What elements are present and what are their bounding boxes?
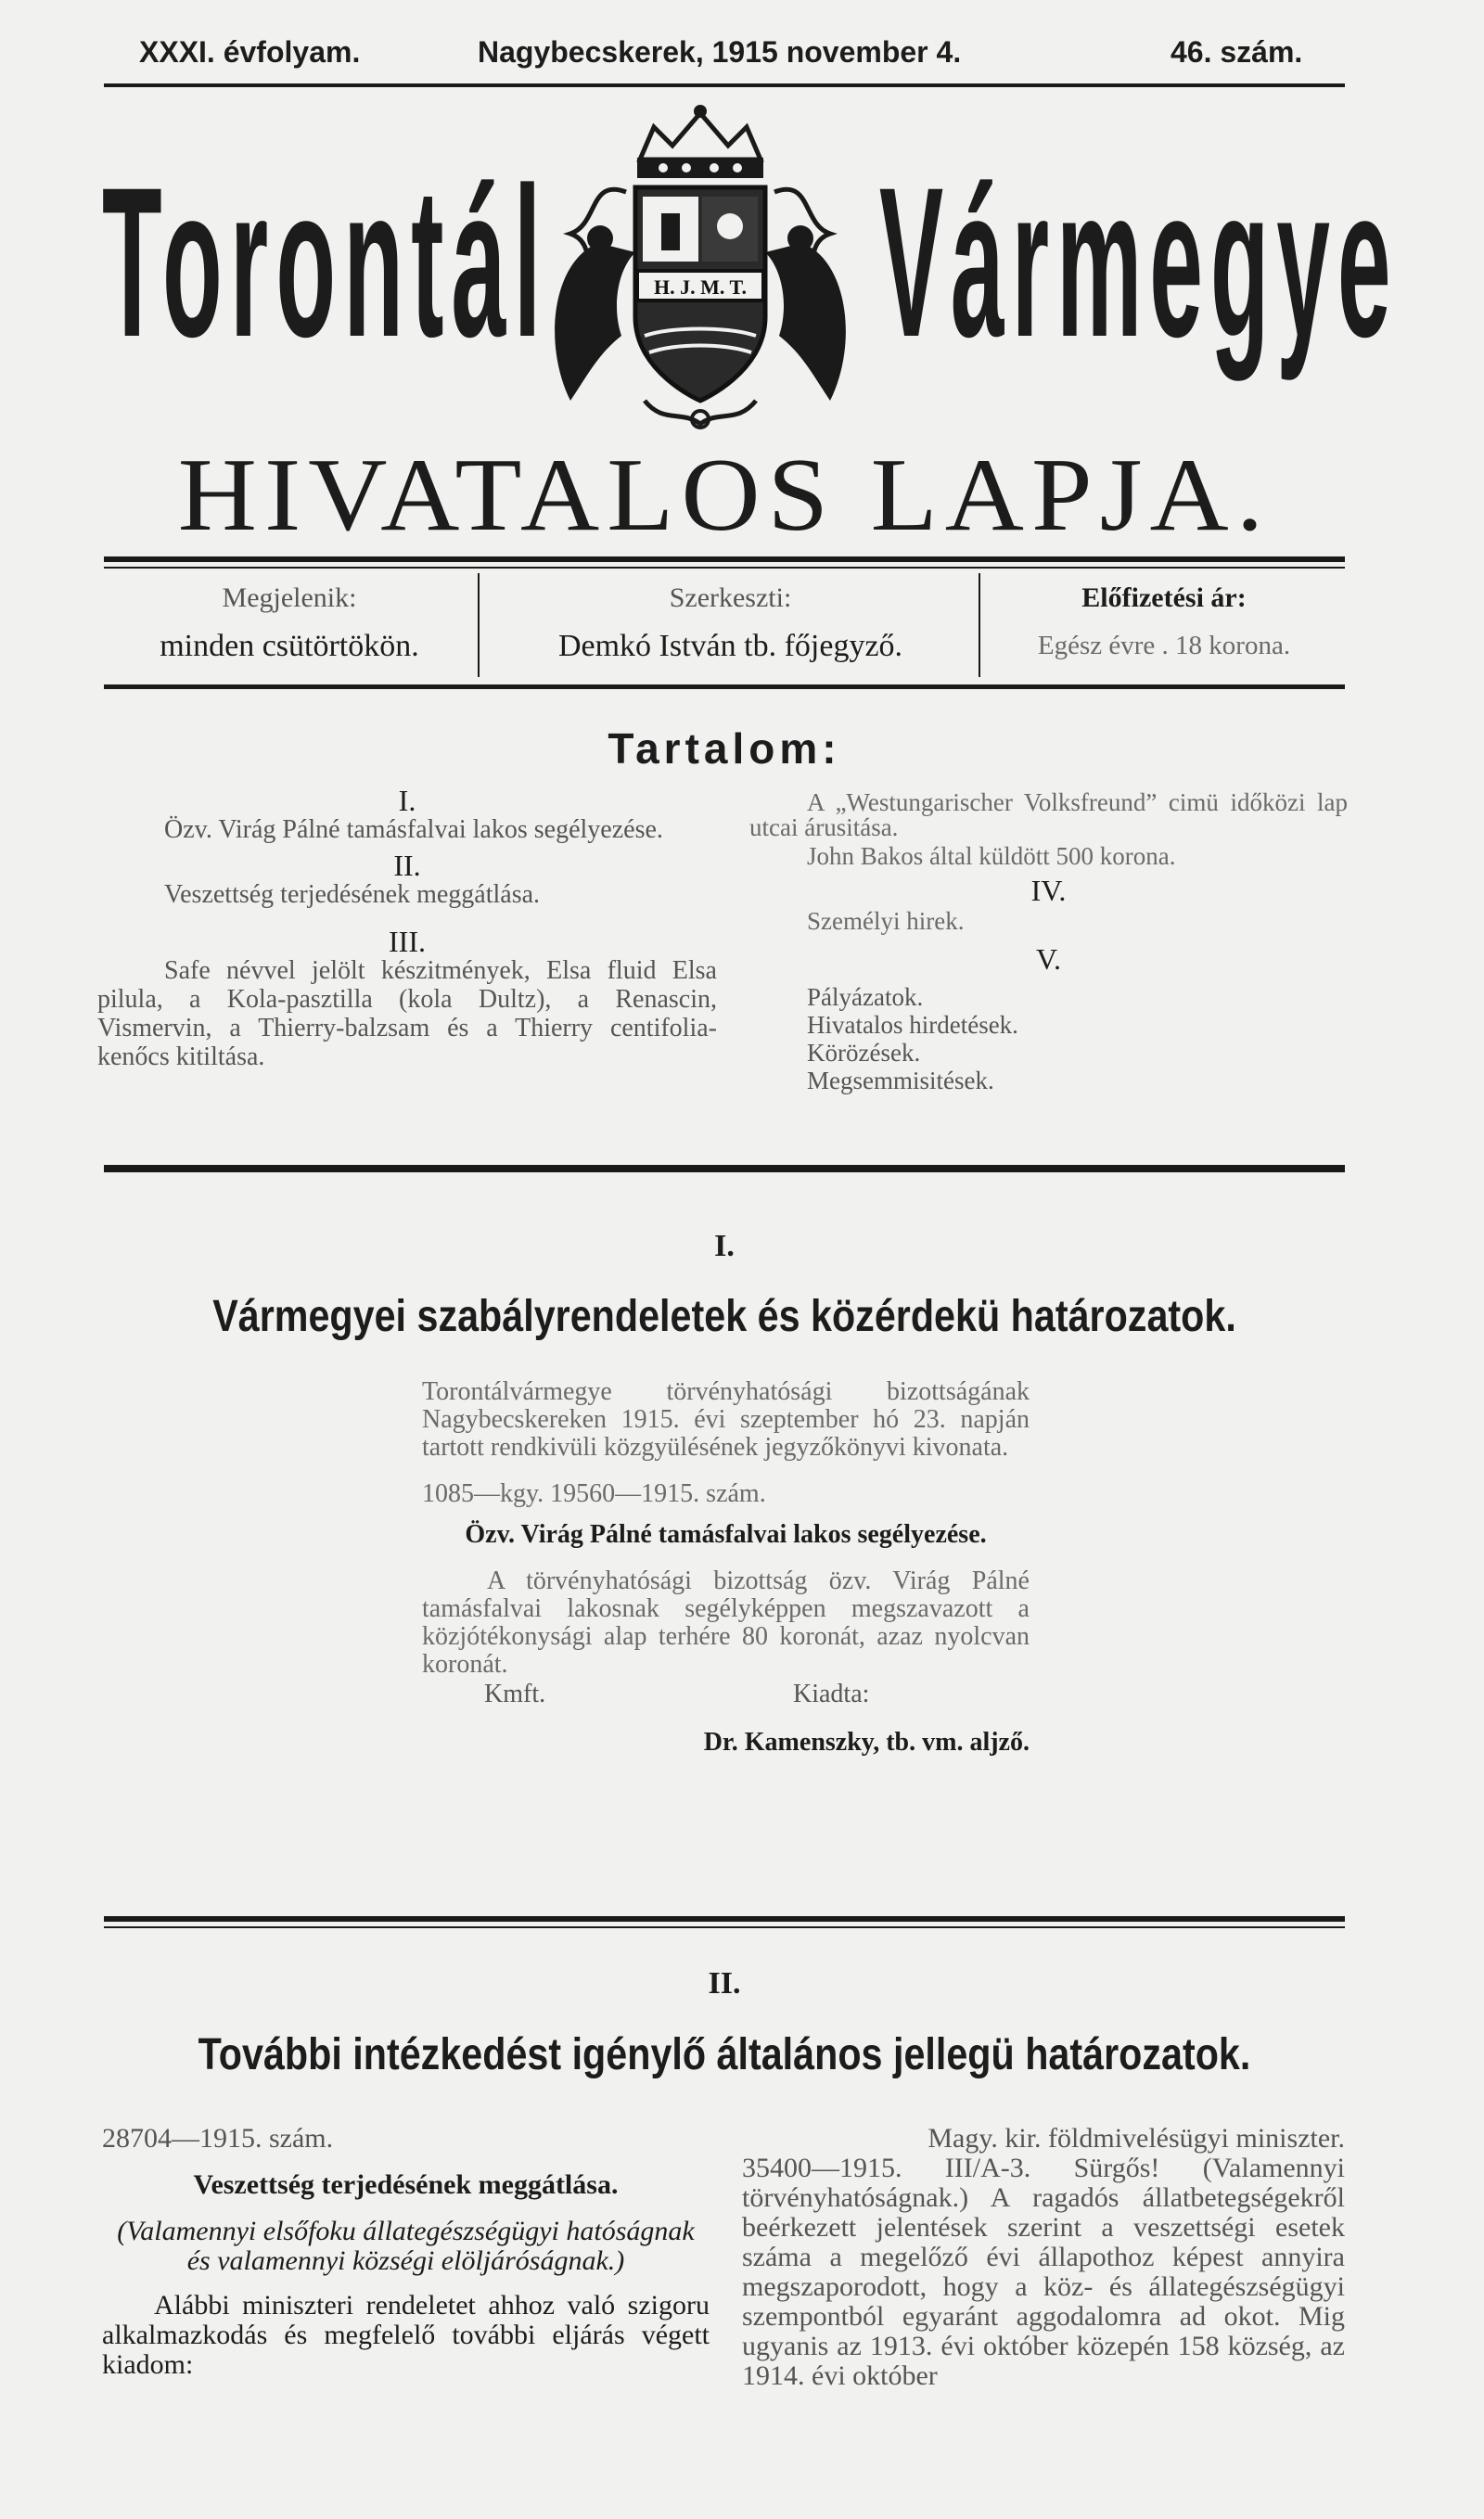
toc-numeral-2: II. [393,849,421,882]
section1-title: Özv. Virág Pálné tamásfalvai lakos segélyezése. [465,1520,987,1549]
toc-numeral-5: V. [1036,942,1061,976]
toc-numeral-1: I. [398,784,416,817]
toc-item-megsemmisitesek: Megsemmisitések. [807,1067,994,1094]
toc-left-column [97,786,717,1071]
appears-label: Megjelenik: [222,582,357,613]
section2-heading: További intézkedést igénylő általános jellegü határozatok. [198,2030,1251,2079]
toc-title: Tartalom: [608,724,841,773]
info-divider-2 [979,573,980,677]
toc-item-westungarischer: A „Westungarischer Volksfreund” cimü időközi lap utcai árusitása. [749,788,1348,841]
section1-ref: 1085—kgy. 19560—1915. szám. [422,1479,766,1508]
section1-kmft-row [422,1681,1030,1710]
info-appears [104,582,475,664]
masthead-subtitle: HIVATALOS LAPJA. [177,437,1272,553]
toc-item-1: Özv. Virág Pálné tamásfalvai lakos segélyezése. [164,815,663,844]
section2-ref: 28704—1915. szám. [102,2123,334,2154]
issue-number: 46. szám. [1171,35,1303,69]
appears-value: minden csütörtökön. [160,629,419,663]
volume-label: XXXI. évfolyam. [139,35,361,69]
info-rule-top [104,556,1345,562]
toc-right-column [749,790,1348,1094]
toc-item-2: Veszettség terjedésének meggátlása. [164,880,541,909]
section1-text: A törvényhatósági bizottság özv. Virág Pálné tamásfalvai lakosnak segélyképpen megszavazott a közjótékonysági alap terhére 80 koronát, azaz nyolcvan koronát. [422,1566,1030,1679]
header-rule [104,83,1345,87]
section2-right-column [742,2124,1345,2391]
price-label: Előfizetési ár: [1081,582,1247,613]
toc-item-szemelyi: Személyi hirek. [807,907,965,935]
toc-item-palyazatok: Pályázatok. [807,983,924,1011]
info-divider-1 [478,573,480,677]
section2-body-right: 35400—1915. III/A-3. Sürgős! (Valamennyi törvényhatóságnak.) A ragadós állatbetegségekről beérkezett jelentések szerint a veszettségi esetek száma a megelőző évi állapothoz képest annyira megszaporodott, hogy a köz- és állategészségügyi szempontból egyaránt aggodalomra ad okot. Mig ugyanis az 1913. évi október közepén 158 község, az 1914. évi október [742,2153,1345,2391]
section2-left-column [102,2124,710,2380]
toc-numeral-4: IV. [1030,874,1067,907]
section2-address: (Valamennyi elsőfoku állategészségügyi hatóságnak és valamennyi községi elöljáróságnak.) [117,2216,695,2276]
section1-intro: Torontálvármegye törvényhatósági bizottságának Nagybecskereken 1915. évi szeptember hó 23. napján tartott rendkivüli közgyülésének jegyzőkönyvi kivonata. [422,1377,1030,1462]
toc-rule-bottom [104,1165,1345,1172]
editor-label: Szerkeszti: [669,582,792,613]
toc-item-3: Safe névvel jelölt készitmények, Elsa fluid Elsa pilula, a Kola-pasztilla (kola Dultz), a Renascin, Vismervin, a Thierry-balzsam és a Thierry centifolia-kenőcs kitiltása. [97,956,717,1071]
section1-kmft: Kmft. [484,1680,546,1708]
info-editor [482,582,979,664]
section2-numeral: II. [708,1966,741,2001]
crown-icon [637,105,763,178]
section1-kiadta: Kiadta: [793,1680,870,1708]
section1-signature: Dr. Kamenszky, tb. vm. aljző. [703,1728,1030,1757]
section1-heading: Vármegyei szabályrendeletek és közérdekü határozatok. [212,1292,1236,1341]
section1-numeral: I. [714,1229,735,1263]
section1-rule-bottom-thin [104,1926,1345,1928]
section2-title: Veszettség terjedésének meggátlása. [193,2169,619,2200]
toc-item-hirdetesek: Hivatalos hirdetések. [807,1011,1018,1039]
place-date: Nagybecskerek, 1915 november 4. [478,35,962,69]
coat-of-arms [533,104,867,433]
info-price [983,582,1345,661]
info-rule-top-thin [104,567,1345,569]
editor-value: Demkó István tb. főjegyző. [557,629,903,663]
eagle-right-icon [765,225,846,401]
masthead-title-left: Torontál [102,143,549,381]
section1-body [422,1378,1030,1757]
section2-ministry: Magy. kir. földmivelésügyi miniszter. [928,2123,1345,2154]
toc-numeral-3: III. [389,925,426,958]
crest-banner-text: H. J. M. T. [653,275,748,299]
section2-body-left: Alábbi miniszteri rendeletet ahhoz való szigoru alkalmazkodás és megfelelő további eljárás végett kiadom: [102,2290,710,2380]
price-value: Egész évre . 18 korona. [1037,631,1291,660]
eagle-left-icon [555,225,635,401]
toc-item-korozesek: Körözések. [807,1039,921,1067]
info-rule-bottom [104,684,1345,689]
section1-rule-bottom [104,1916,1345,1922]
toc-item-john-bakos: John Bakos által küldött 500 korona. [807,842,1176,870]
masthead-title-right: Vármegye [879,143,1399,381]
